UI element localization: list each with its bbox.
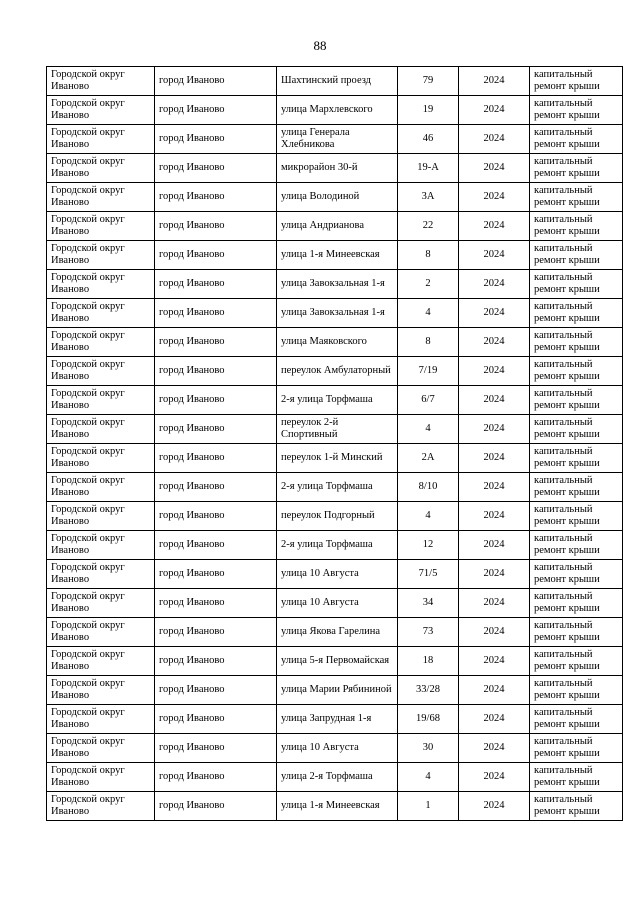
year-cell: 2024 xyxy=(459,386,530,415)
table-row xyxy=(47,183,623,212)
work-type-cell: капитальный ремонт крыши xyxy=(530,212,623,241)
street-cell: переулок Подгорный xyxy=(277,502,398,531)
house-number-cell: 33/28 xyxy=(398,676,459,705)
work-type-cell: капитальный ремонт крыши xyxy=(530,444,623,473)
table-row xyxy=(47,67,623,96)
house-number-cell: 7/19 xyxy=(398,357,459,386)
work-type-cell: капитальный ремонт крыши xyxy=(530,502,623,531)
year-cell: 2024 xyxy=(459,473,530,502)
district-cell: Городской округ Иваново xyxy=(47,676,155,705)
street-cell: улица Марии Рябининой xyxy=(277,676,398,705)
work-type-cell: капитальный ремонт крыши xyxy=(530,705,623,734)
year-cell: 2024 xyxy=(459,618,530,647)
street-cell: микрорайон 30-й xyxy=(277,154,398,183)
city-cell: город Иваново xyxy=(155,473,277,502)
house-number-cell: 2 xyxy=(398,270,459,299)
district-cell: Городской округ Иваново xyxy=(47,647,155,676)
work-type-cell: капитальный ремонт крыши xyxy=(530,270,623,299)
street-cell: улица Володиной xyxy=(277,183,398,212)
district-cell: Городской округ Иваново xyxy=(47,705,155,734)
work-type-cell: капитальный ремонт крыши xyxy=(530,792,623,821)
city-cell: город Иваново xyxy=(155,241,277,270)
city-cell: город Иваново xyxy=(155,734,277,763)
year-cell: 2024 xyxy=(459,560,530,589)
work-type-cell: капитальный ремонт крыши xyxy=(530,241,623,270)
street-cell: улица Завокзальная 1-я xyxy=(277,299,398,328)
house-number-cell: 8 xyxy=(398,328,459,357)
work-type-cell: капитальный ремонт крыши xyxy=(530,386,623,415)
district-cell: Городской округ Иваново xyxy=(47,328,155,357)
year-cell: 2024 xyxy=(459,270,530,299)
city-cell: город Иваново xyxy=(155,67,277,96)
street-cell: улица 10 Августа xyxy=(277,734,398,763)
work-type-cell: капитальный ремонт крыши xyxy=(530,357,623,386)
district-cell: Городской округ Иваново xyxy=(47,241,155,270)
street-cell: Шахтинский проезд xyxy=(277,67,398,96)
work-type-cell: капитальный ремонт крыши xyxy=(530,560,623,589)
house-number-cell: 30 xyxy=(398,734,459,763)
work-type-cell: капитальный ремонт крыши xyxy=(530,734,623,763)
table-row xyxy=(47,531,623,560)
year-cell: 2024 xyxy=(459,125,530,154)
year-cell: 2024 xyxy=(459,357,530,386)
year-cell: 2024 xyxy=(459,444,530,473)
year-cell: 2024 xyxy=(459,183,530,212)
district-cell: Городской округ Иваново xyxy=(47,183,155,212)
year-cell: 2024 xyxy=(459,299,530,328)
district-cell: Городской округ Иваново xyxy=(47,415,155,444)
table-row xyxy=(47,241,623,270)
district-cell: Городской округ Иваново xyxy=(47,618,155,647)
district-cell: Городской округ Иваново xyxy=(47,473,155,502)
table-row xyxy=(47,618,623,647)
house-number-cell: 19 xyxy=(398,96,459,125)
work-type-cell: капитальный ремонт крыши xyxy=(530,96,623,125)
house-number-cell: 71/5 xyxy=(398,560,459,589)
house-number-cell: 6/7 xyxy=(398,386,459,415)
city-cell: город Иваново xyxy=(155,299,277,328)
city-cell: город Иваново xyxy=(155,270,277,299)
house-number-cell: 46 xyxy=(398,125,459,154)
year-cell: 2024 xyxy=(459,67,530,96)
street-cell: 2-я улица Торфмаша xyxy=(277,386,398,415)
table-row xyxy=(47,386,623,415)
city-cell: город Иваново xyxy=(155,357,277,386)
district-cell: Городской округ Иваново xyxy=(47,154,155,183)
city-cell: город Иваново xyxy=(155,647,277,676)
street-cell: улица 10 Августа xyxy=(277,589,398,618)
street-cell: улица Маяковского xyxy=(277,328,398,357)
table-row xyxy=(47,647,623,676)
district-cell: Городской округ Иваново xyxy=(47,357,155,386)
house-number-cell: 4 xyxy=(398,502,459,531)
street-cell: 2-я улица Торфмаша xyxy=(277,531,398,560)
street-cell: улица Генерала Хлебникова xyxy=(277,125,398,154)
work-type-cell: капитальный ремонт крыши xyxy=(530,531,623,560)
city-cell: город Иваново xyxy=(155,154,277,183)
city-cell: город Иваново xyxy=(155,328,277,357)
year-cell: 2024 xyxy=(459,531,530,560)
district-cell: Городской округ Иваново xyxy=(47,734,155,763)
city-cell: город Иваново xyxy=(155,560,277,589)
work-type-cell: капитальный ремонт крыши xyxy=(530,473,623,502)
street-cell: улица 1-я Минеевская xyxy=(277,241,398,270)
city-cell: город Иваново xyxy=(155,125,277,154)
district-cell: Городской округ Иваново xyxy=(47,589,155,618)
year-cell: 2024 xyxy=(459,415,530,444)
work-type-cell: капитальный ремонт крыши xyxy=(530,618,623,647)
house-number-cell: 19-А xyxy=(398,154,459,183)
table-row xyxy=(47,212,623,241)
city-cell: город Иваново xyxy=(155,212,277,241)
district-cell: Городской округ Иваново xyxy=(47,531,155,560)
table-row xyxy=(47,473,623,502)
table-row xyxy=(47,299,623,328)
street-cell: переулок Амбулаторный xyxy=(277,357,398,386)
table-row xyxy=(47,444,623,473)
table-row xyxy=(47,763,623,792)
house-number-cell: 22 xyxy=(398,212,459,241)
table-row xyxy=(47,154,623,183)
street-cell: улица Мархлевского xyxy=(277,96,398,125)
table-row xyxy=(47,560,623,589)
city-cell: город Иваново xyxy=(155,502,277,531)
table-row xyxy=(47,415,623,444)
work-type-cell: капитальный ремонт крыши xyxy=(530,763,623,792)
year-cell: 2024 xyxy=(459,705,530,734)
street-cell: улица 10 Августа xyxy=(277,560,398,589)
table-row xyxy=(47,734,623,763)
district-cell: Городской округ Иваново xyxy=(47,444,155,473)
house-number-cell: 18 xyxy=(398,647,459,676)
house-number-cell: 79 xyxy=(398,67,459,96)
street-cell: улица Андрианова xyxy=(277,212,398,241)
house-number-cell: 3А xyxy=(398,183,459,212)
district-cell: Городской округ Иваново xyxy=(47,96,155,125)
city-cell: город Иваново xyxy=(155,415,277,444)
table-row xyxy=(47,357,623,386)
year-cell: 2024 xyxy=(459,96,530,125)
table-row xyxy=(47,589,623,618)
street-cell: 2-я улица Торфмаша xyxy=(277,473,398,502)
table-row xyxy=(47,328,623,357)
work-type-cell: капитальный ремонт крыши xyxy=(530,328,623,357)
work-type-cell: капитальный ремонт крыши xyxy=(530,299,623,328)
table-row xyxy=(47,676,623,705)
street-cell: улица 5-я Первомайская xyxy=(277,647,398,676)
district-cell: Городской округ Иваново xyxy=(47,212,155,241)
repair-registry-table xyxy=(46,66,623,821)
work-type-cell: капитальный ремонт крыши xyxy=(530,589,623,618)
street-cell: улица 2-я Торфмаша xyxy=(277,763,398,792)
city-cell: город Иваново xyxy=(155,763,277,792)
street-cell: переулок 1-й Минский xyxy=(277,444,398,473)
house-number-cell: 4 xyxy=(398,415,459,444)
city-cell: город Иваново xyxy=(155,183,277,212)
year-cell: 2024 xyxy=(459,589,530,618)
year-cell: 2024 xyxy=(459,734,530,763)
house-number-cell: 8 xyxy=(398,241,459,270)
district-cell: Городской округ Иваново xyxy=(47,270,155,299)
work-type-cell: капитальный ремонт крыши xyxy=(530,183,623,212)
city-cell: город Иваново xyxy=(155,618,277,647)
city-cell: город Иваново xyxy=(155,531,277,560)
district-cell: Городской округ Иваново xyxy=(47,299,155,328)
table-row xyxy=(47,96,623,125)
city-cell: город Иваново xyxy=(155,386,277,415)
year-cell: 2024 xyxy=(459,792,530,821)
table-row xyxy=(47,705,623,734)
street-cell: улица 1-я Минеевская xyxy=(277,792,398,821)
year-cell: 2024 xyxy=(459,676,530,705)
year-cell: 2024 xyxy=(459,502,530,531)
city-cell: город Иваново xyxy=(155,792,277,821)
street-cell: улица Якова Гарелина xyxy=(277,618,398,647)
district-cell: Городской округ Иваново xyxy=(47,67,155,96)
house-number-cell: 12 xyxy=(398,531,459,560)
city-cell: город Иваново xyxy=(155,676,277,705)
year-cell: 2024 xyxy=(459,763,530,792)
house-number-cell: 34 xyxy=(398,589,459,618)
house-number-cell: 8/10 xyxy=(398,473,459,502)
city-cell: город Иваново xyxy=(155,444,277,473)
district-cell: Городской округ Иваново xyxy=(47,792,155,821)
table-body xyxy=(47,67,623,821)
district-cell: Городской округ Иваново xyxy=(47,763,155,792)
table-row xyxy=(47,270,623,299)
work-type-cell: капитальный ремонт крыши xyxy=(530,415,623,444)
house-number-cell: 19/68 xyxy=(398,705,459,734)
table-row xyxy=(47,792,623,821)
district-cell: Городской округ Иваново xyxy=(47,125,155,154)
house-number-cell: 4 xyxy=(398,299,459,328)
house-number-cell: 1 xyxy=(398,792,459,821)
street-cell: улица Завокзальная 1-я xyxy=(277,270,398,299)
year-cell: 2024 xyxy=(459,328,530,357)
street-cell: улица Запрудная 1-я xyxy=(277,705,398,734)
district-cell: Городской округ Иваново xyxy=(47,502,155,531)
district-cell: Городской округ Иваново xyxy=(47,560,155,589)
work-type-cell: капитальный ремонт крыши xyxy=(530,67,623,96)
house-number-cell: 73 xyxy=(398,618,459,647)
city-cell: город Иваново xyxy=(155,589,277,618)
work-type-cell: капитальный ремонт крыши xyxy=(530,647,623,676)
city-cell: город Иваново xyxy=(155,96,277,125)
city-cell: город Иваново xyxy=(155,705,277,734)
page-number: 88 xyxy=(313,38,327,53)
year-cell: 2024 xyxy=(459,647,530,676)
year-cell: 2024 xyxy=(459,154,530,183)
district-cell: Городской округ Иваново xyxy=(47,386,155,415)
house-number-cell: 2А xyxy=(398,444,459,473)
work-type-cell: капитальный ремонт крыши xyxy=(530,154,623,183)
house-number-cell: 4 xyxy=(398,763,459,792)
work-type-cell: капитальный ремонт крыши xyxy=(530,676,623,705)
table-row xyxy=(47,125,623,154)
year-cell: 2024 xyxy=(459,241,530,270)
work-type-cell: капитальный ремонт крыши xyxy=(530,125,623,154)
table-row xyxy=(47,502,623,531)
street-cell: переулок 2-й Спортивный xyxy=(277,415,398,444)
year-cell: 2024 xyxy=(459,212,530,241)
